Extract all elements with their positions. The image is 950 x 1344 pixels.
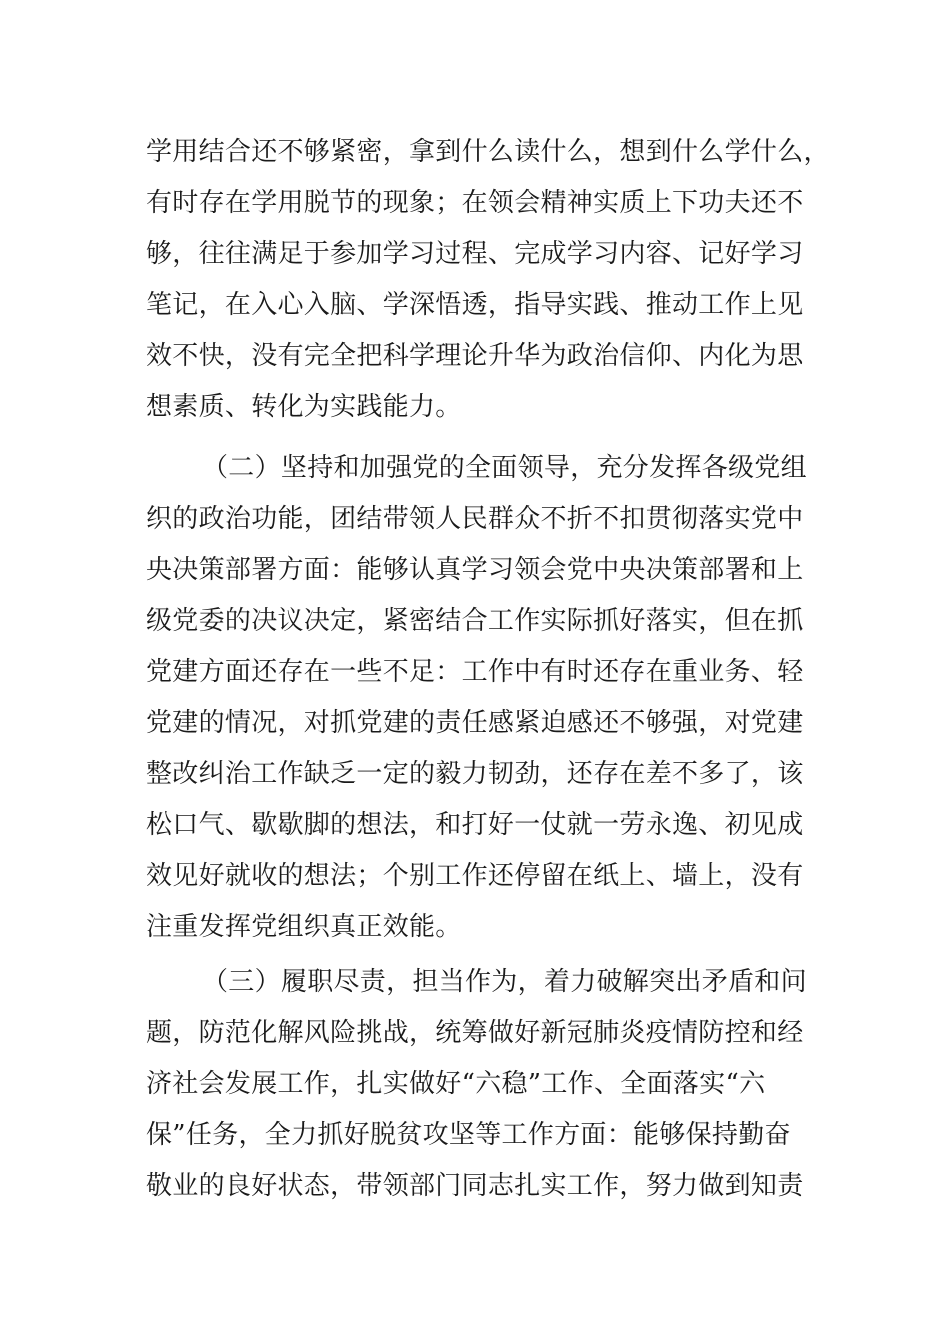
text-line: 党建的情况，对抓党建的责任感紧迫感还不够强，对党建 xyxy=(146,708,804,738)
text-line: 敬业的良好状态，带领部门同志扎实工作，努力做到知责 xyxy=(146,1171,804,1201)
text-line: 够，往往满足于参加学习过程、完成学习内容、记好学习 xyxy=(146,239,804,269)
text-line: 松口气、歇歇脚的想法，和打好一仗就一劳永逸、初见成 xyxy=(146,810,804,840)
text-line: 笔记，在入心入脑、学深悟透，指导实践、推动工作上见 xyxy=(146,290,804,320)
text-line: 织的政治功能，团结带领人民群众不折不扣贯彻落实党中 xyxy=(146,504,804,534)
text-line: 级党委的决议决定，紧密结合工作实际抓好落实，但在抓 xyxy=(146,606,804,636)
paragraph-study-application xyxy=(146,127,830,433)
text-line: 想素质、转化为实践能力。 xyxy=(146,392,462,422)
text-line: 效见好就收的想法；个别工作还停留在纸上、墙上，没有 xyxy=(146,861,804,891)
text-line: 党建方面还存在一些不足：工作中有时还存在重业务、轻 xyxy=(146,657,804,687)
text-line: 整改纠治工作缺乏一定的毅力韧劲，还存在差不多了，该 xyxy=(146,759,804,789)
text-line: 有时存在学用脱节的现象；在领会精神实质上下功夫还不 xyxy=(146,188,804,218)
text-line: 济社会发展工作，扎实做好“六稳”工作、全面落实“六 xyxy=(146,1069,766,1099)
text-line: 保”任务，全力抓好脱贫攻坚等工作方面：能够保持勤奋 xyxy=(146,1120,791,1150)
paragraph-section-three xyxy=(146,957,806,1212)
section-heading-line: （三）履职尽责，担当作为，着力破解突出矛盾和问 xyxy=(202,967,807,997)
text-line: 效不快，没有完全把科学理论升华为政治信仰、内化为思 xyxy=(146,341,804,371)
text-line: 注重发挥党组织真正效能。 xyxy=(146,912,462,942)
text-line: 题，防范化解风险挑战，统筹做好新冠肺炎疫情防控和经 xyxy=(146,1018,804,1048)
paragraph-section-two xyxy=(146,443,806,953)
text-line: 央决策部署方面：能够认真学习领会党中央决策部署和上 xyxy=(146,555,804,585)
text-line: 学用结合还不够紧密，拿到什么读什么，想到什么学什么， xyxy=(146,137,830,167)
section-heading-line: （二）坚持和加强党的全面领导，充分发挥各级党组 xyxy=(202,453,807,483)
